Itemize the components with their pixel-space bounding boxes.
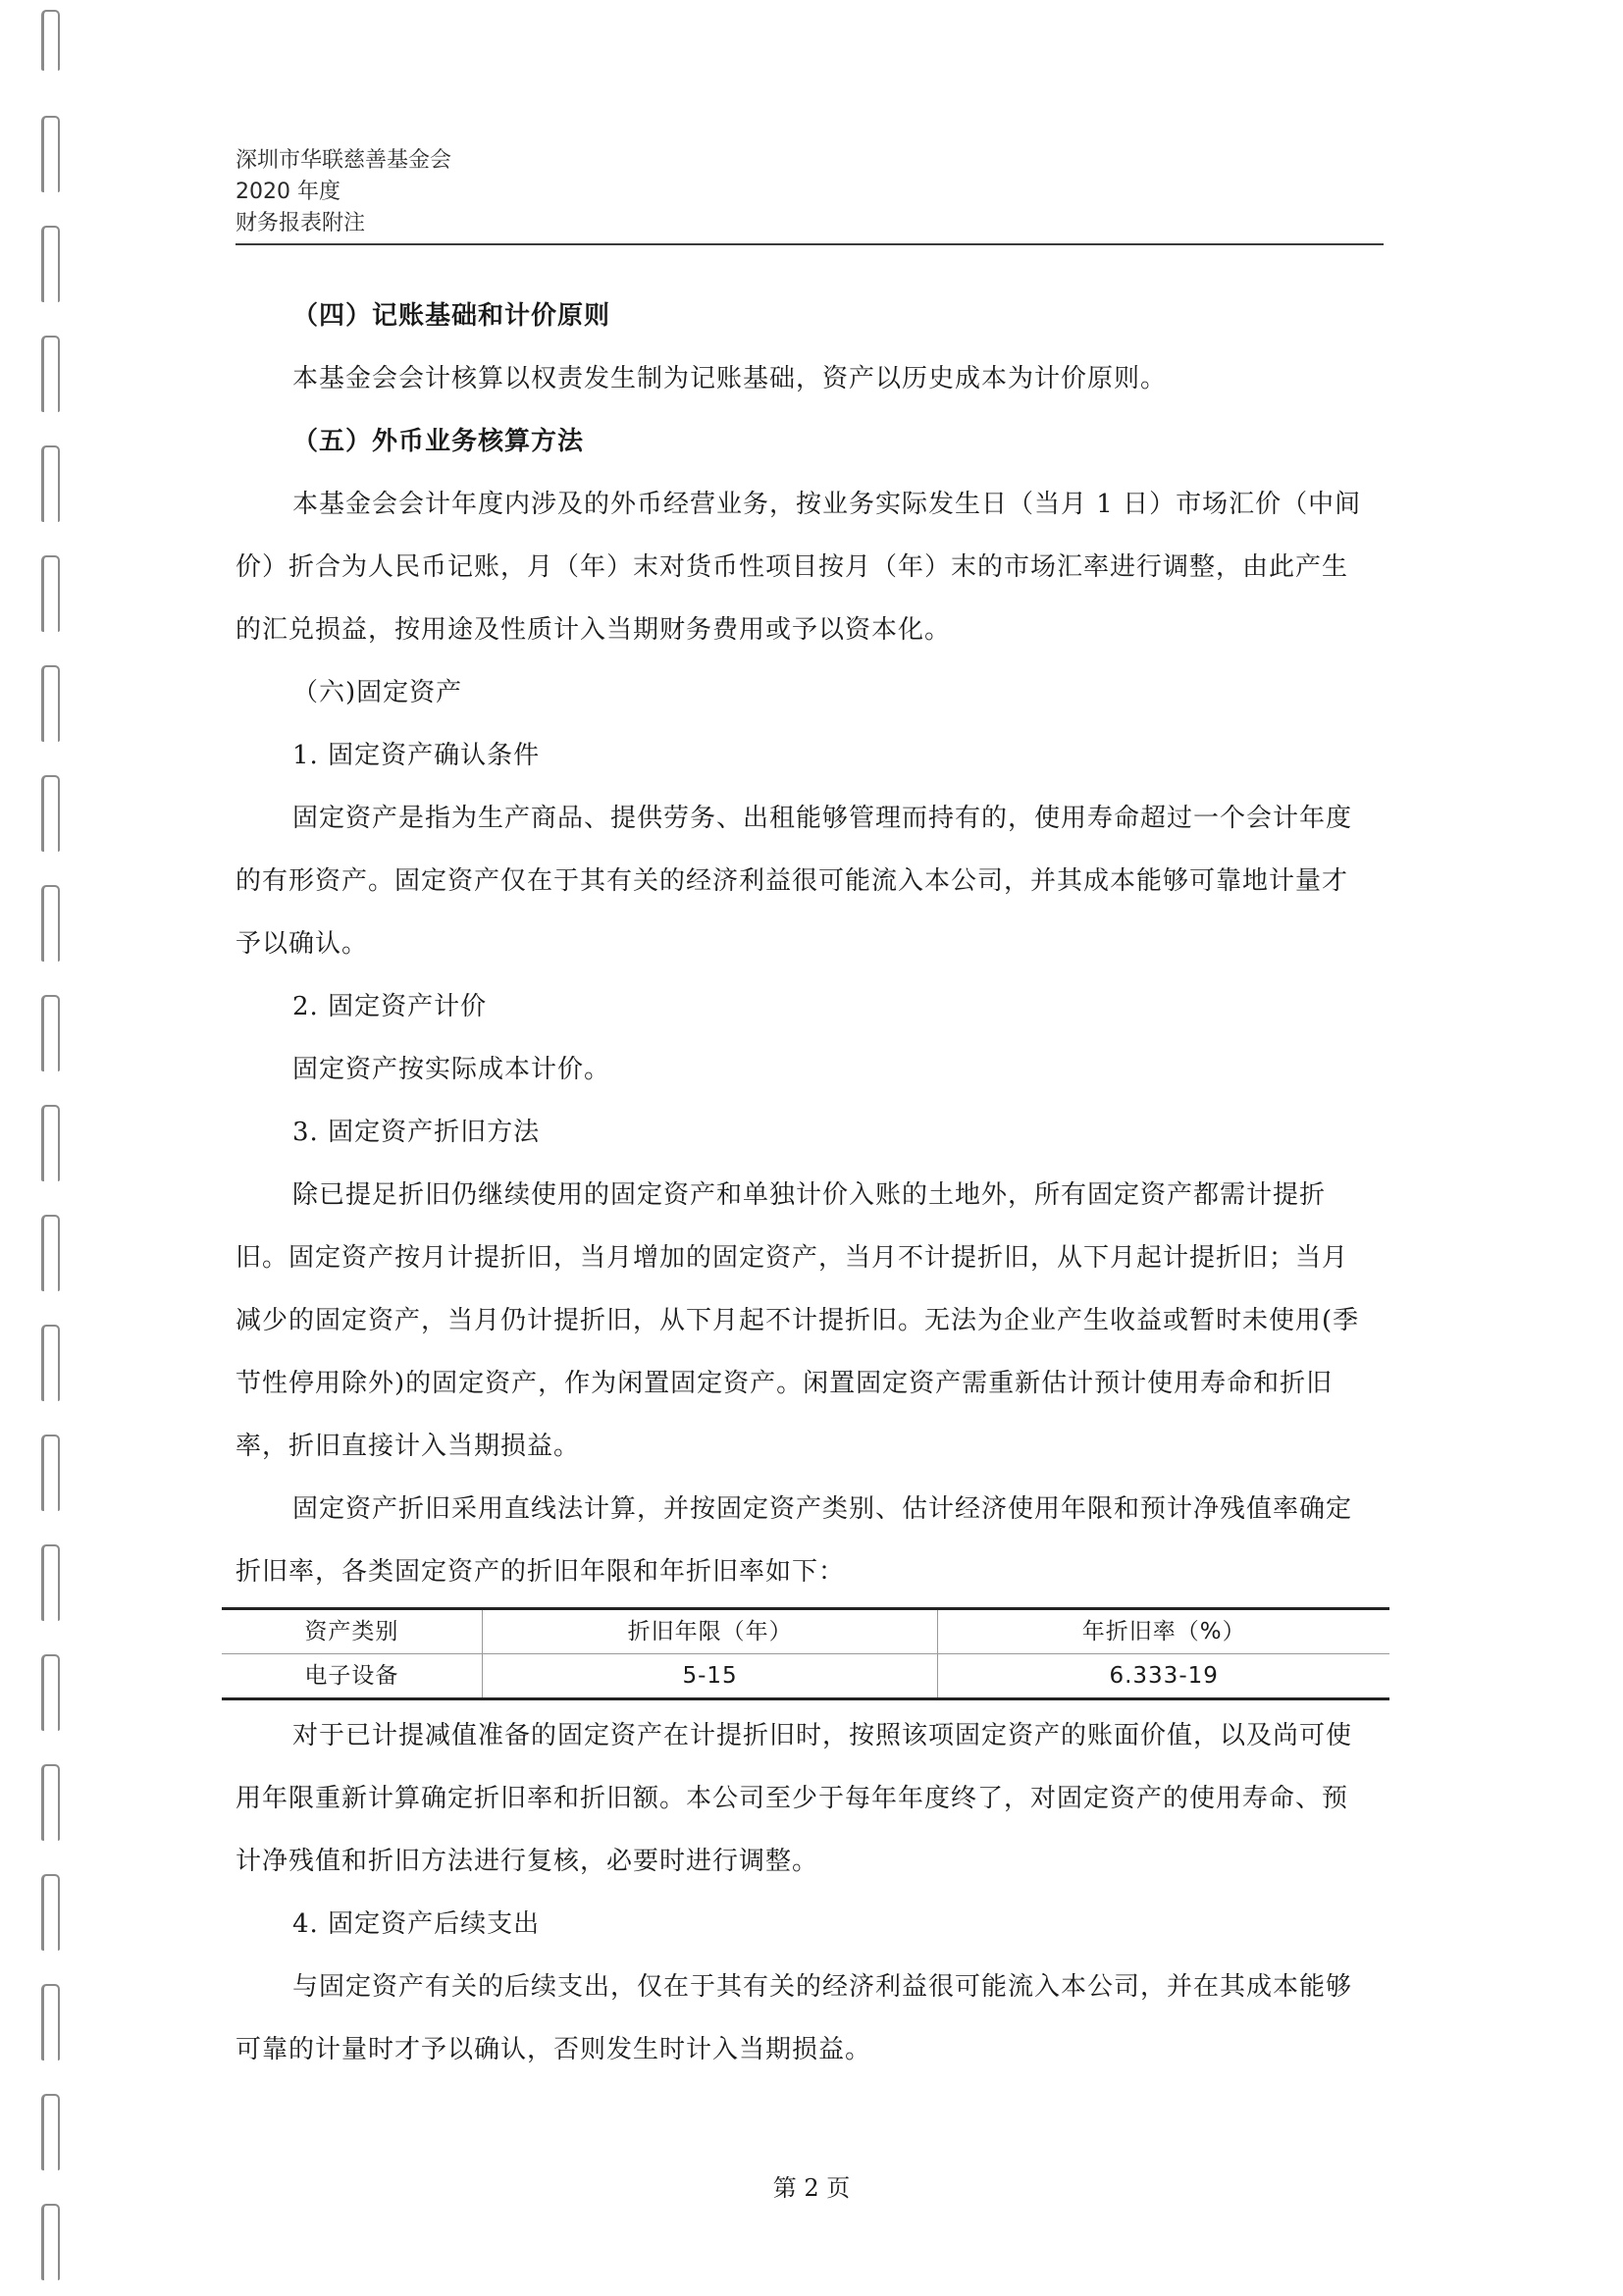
subsection-6-3-paragraph-2: 固定资产折旧采用直线法计算，并按固定资产类别、估计经济使用年限和预计净残值率确定折旧率，各类固定资产的折旧年限和年折旧率如下： xyxy=(236,1494,1353,1587)
binding-hole xyxy=(41,1215,60,1291)
binding-hole xyxy=(41,885,60,962)
binding-hole xyxy=(41,445,60,522)
binding-hole xyxy=(41,555,60,632)
page-body xyxy=(236,285,1364,2081)
binding-hole xyxy=(41,1105,60,1181)
section-heading-6: （六)固定资产 xyxy=(292,678,463,707)
subsection-heading-6-2: 2. 固定资产计价 xyxy=(292,992,488,1021)
binding-hole xyxy=(41,1325,60,1401)
table-cell: 电子设备 xyxy=(304,1663,399,1689)
section-5-paragraph: 本基金会会计年度内涉及的外币经营业务，按业务实际发生日（当月 1 日）市场汇价（中间价）折合为人民币记账，月（年）末对货币性项目按月（年）末的市场汇率进行调整，由此产生的汇兑损益，按用途及性质计入当期财务费用或予以资本化。 xyxy=(236,490,1362,645)
binding-hole xyxy=(41,10,60,71)
binding-hole xyxy=(41,2094,60,2170)
subsection-6-2-paragraph: 固定资产按实际成本计价。 xyxy=(292,1055,611,1084)
binding-hole xyxy=(41,1764,60,1841)
table-row xyxy=(222,1654,1389,1699)
table-header-cell: 折旧年限（年） xyxy=(482,1609,938,1654)
binding-holes xyxy=(37,0,63,2296)
subsection-heading-6-4: 4. 固定资产后续支出 xyxy=(292,1909,541,1939)
binding-hole xyxy=(41,1984,60,2061)
subsection-6-3-paragraph-3: 对于已计提减值准备的固定资产在计提折旧时，按照该项固定资产的账面价值，以及尚可使用年限重新计算确定折旧率和折旧额。本公司至少于每年年度终了，对固定资产的使用寿命、预计净残值和折旧方法进行复核，必要时进行调整。 xyxy=(236,1721,1353,1876)
subsection-6-4-paragraph: 与固定资产有关的后续支出，仅在于其有关的经济利益很可能流入本公司，并在其成本能够可靠的计量时才予以确认，否则发生时计入当期损益。 xyxy=(236,1972,1353,2064)
table-header-cell: 年折旧率（%） xyxy=(938,1609,1389,1654)
binding-hole xyxy=(41,775,60,852)
binding-hole xyxy=(41,1874,60,1951)
binding-hole xyxy=(41,1435,60,1511)
page-number: 第 2 页 xyxy=(772,2174,851,2202)
binding-hole xyxy=(41,116,60,192)
binding-hole xyxy=(41,1544,60,1621)
subsection-6-1-paragraph: 固定资产是指为生产商品、提供劳务、出租能够管理而持有的，使用寿命超过一个会计年度的有形资产。固定资产仅在于其有关的经济利益很可能流入本公司，并其成本能够可靠地计量才予以确认。 xyxy=(236,804,1353,959)
binding-hole xyxy=(41,2204,60,2280)
subsection-6-3-paragraph-1: 除已提足折旧仍继续使用的固定资产和单独计价入账的土地外，所有固定资产都需计提折旧。固定资产按月计提折旧，当月增加的固定资产，当月不计提折旧，从下月起计提折旧；当月减少的固定资产，当月仍计提折旧，从下月起不计提折旧。无法为企业产生收益或暂时未使用(季节性停用除外)的固定资产，作为闲置固定资产。闲置固定资产需重新估计预计使用寿命和折旧率，折旧直接计入当期损益。 xyxy=(236,1180,1360,1461)
header-year: 2020 年度 xyxy=(236,180,340,204)
table-cell: 5-15 xyxy=(482,1654,938,1699)
table-header-cell: 资产类别 xyxy=(304,1619,399,1644)
header-org: 深圳市华联慈善基金会 xyxy=(236,148,452,173)
section-4-paragraph: 本基金会会计核算以权责发生制为记账基础，资产以历史成本为计价原则。 xyxy=(292,364,1168,393)
page-header xyxy=(236,145,451,239)
section-heading-5: （五）外币业务核算方法 xyxy=(292,427,585,456)
binding-hole xyxy=(41,226,60,302)
binding-hole xyxy=(41,665,60,742)
section-heading-4: （四）记账基础和计价原则 xyxy=(292,301,611,331)
depreciation-table xyxy=(222,1607,1389,1700)
table-header-row xyxy=(222,1609,1389,1654)
header-doc-title: 财务报表附注 xyxy=(236,211,366,235)
binding-hole xyxy=(41,995,60,1071)
binding-hole xyxy=(41,1654,60,1731)
binding-hole xyxy=(41,336,60,412)
subsection-heading-6-3: 3. 固定资产折旧方法 xyxy=(292,1118,541,1147)
header-rule xyxy=(236,243,1384,245)
table-cell: 6.333-19 xyxy=(938,1654,1389,1699)
subsection-heading-6-1: 1. 固定资产确认条件 xyxy=(292,741,541,770)
